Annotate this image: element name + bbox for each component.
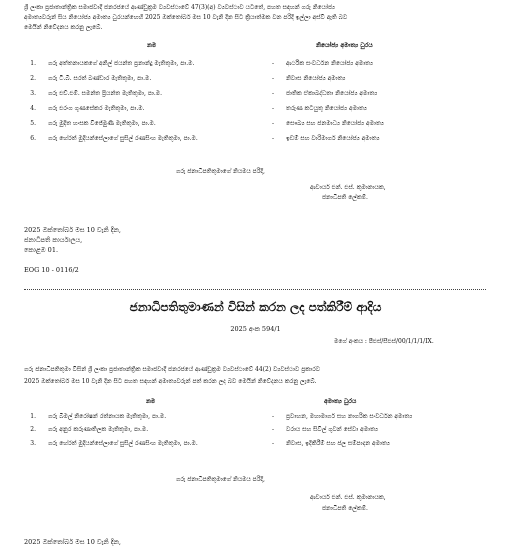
notice2-date: 2025 ඔක්තෝබර් මස 10 වැනි දින, [24,538,121,546]
notice1-command: ගරු ජනාධිපතිතුමාගේ නියමය පරිදි, [176,168,265,175]
notice1-ref: EOG 10 - 0116/2 [24,266,79,274]
notice1-intro-line1: ශ්‍රී ලංකා ප්‍රජාතාන්ත්‍රික සමාජවාදී ජනරජයේ ආණ්ඩුක්‍රම ව්‍යවස්ථාවේ 47(3)(අ) ව්‍යවස්ථාව යටතේ, පහත සඳහන් ගරු නියෝජ්‍ය [24,4,335,11]
notice2-signer-title: ජනාධිපති ලේකම්. [322,505,368,512]
notice1-signer-title: ජනාධිපති ලේකම්. [322,194,368,201]
notice2-title: ජනාධිපතිතුමාණන් විසින් කරන ලද පත්කිරීම් ආදිය [129,300,382,314]
notice2-col-name: නම [146,398,156,405]
notice2-intro-line2: 2025 ඔක්තෝබර් මස 10 වැනි දින සිට පහත සඳහන් අමාත්‍යවරුන් පත් කරන ලද බව මෙයින් නිවේදනය කරනු ලැබේ. [24,378,317,385]
notice1-office: ජනාධිපති කාර්යාලය, [24,236,83,244]
notice2-number: 2025 අංක 594/1 [230,325,281,333]
notice2-col-post: අමාත්‍ය ධුරය [324,398,357,405]
notice1-city: කොළඹ 01. [24,246,59,254]
gazette-page: ශ්‍රී ලංකා ප්‍රජාතාන්ත්‍රික සමාජවාදී ජනරජයේ ආණ්ඩුක්‍රම ව්‍යවස්ථාවේ 47(3)(අ) ව්‍යවස්ථාව යටතේ, පහත සඳහන් ගරු නියෝජ්‍ය අමාත්‍යවරුන් සිය නියෝජ්‍ය අමාත්‍ය ධුරයන්හෙහි 2025 ඔක්තෝබර් මස 10 වැනි දින සිට ක්‍රියාත්මක වන පරිදි ඉල්ලා අස්වී ඇති බව මෙයින් නිවේදනය කරනු ලැබේ. නම නියෝජ්‍ය අමාත්‍ය ධුරය 1. ගරු අත්තනායකගේ අනිල් ජයන්ත ප්‍රනාන්දු මැතිතුමා, පා.ම. - ආර්ථික සංවර්ධන නියෝජ්‍ය අමාත්‍ය 2. ගරු ටී.බී. සරත් බණ්ඩාර මැතිතුමා, පා.ම. - නිවාස නියෝජ්‍ය අමාත්‍ය 3. ගරු එච්.එම්. සමන්ත ප්‍රියන්ත මැතිතුමා, පා.ම. - ජාතික ඒකාබද්ධතා නියෝජ්‍ය අමාත්‍ය 4. ගරු එරංග ගුණසේකර මැතිතුමා, පා.ම. - තරුණ කටයුතු නියෝජ්‍ය අමාත්‍ය 5. ගරු මුදිත හංසක විජේමුණි මැතිතුමා, පා.ම. - සෞඛ්‍ය සහ ජනමාධ්‍ය නියෝජ්‍ය අමාත්‍ය 6. ගරු හේරත් මුදියන්සේලාගේ සුසිල් රණසිංහ මැතිතුමා, පා.ම. - ඉඩම් සහ වාරිමාර්ග නියෝජ්‍ය අමාත්‍ය ගරු ජනාධිපතිතුමාගේ නියමය පරිදි, ආචාර්ය එන්. එස්. කුමානායක, ජනාධිපති ලේකම්. 2025 ඔක්තෝබර් මස 10 වැනි දින, ජනාධිපති කාර්යාලය, කොළඹ 01. EOG 10 - 0116/2 ජනාධිපතිතුමාණන් විසින් කරන ලද පත්කිරීම් ආදිය 2025 අංක 594/1 මගේ අංකය : පීඑස්/සීඑස්/00/1/1/1/IX. ගරු ජනාධිපතිතුමා විසින් ශ්‍රී ලංකා ප්‍රජාතාන්ත්‍රික සමාජවාදී ජනරජයේ ආණ්ඩුක්‍රම ව්‍යවස්ථාවේ 44(2) ව්‍යවස්ථාව ප්‍රකාරව 2025 ඔක්තෝබර් මස 10 වැනි දින සිට පහත සඳහන් අමාත්‍යවරුන් පත් කරන ලද බව මෙයින් නිවේදනය කරනු ලැබේ. නම අමාත්‍ය ධුරය 1. ගරු බිමල් නිරෝෂන් රත්නායක මැතිතුමා, පා.ම. - ප්‍රවාහන, මහාමාර්ග සහ නාගරික සංවර්ධන අමාත්‍ය 2. ගරු අනුර කරුණාතිලක මැතිතුමා, පා.ම. - වරාය සහ සිවිල් ගුවන් සේවා අමාත්‍ය 3. ගරු හේරත් මුදියන්සේලාගේ සුසිල් රණසිංහ මැතිතුමා, පා.ම. - නිවාස, ඉදිකිරීම් සහ ජල සම්පාදන අමාත්‍ය ගරු ජනාධිපතිතුමාගේ නියමය පරිදි, ආචාර්ය එන්. එස්. කුමානායක, ජනාධිපති ලේකම්. 2025 ඔක්තෝබර් මස 10 වැනි දින, [0,0,511,551]
section-divider [24,289,486,290]
notice1-col-name: නම [147,42,157,49]
notice2-intro-line1: ගරු ජනාධිපතිතුමා විසින් ශ්‍රී ලංකා ප්‍රජාතාන්ත්‍රික සමාජවාදී ජනරජයේ ආණ්ඩුක්‍රම ව්‍යවස්ථාවේ 44(2) ව්‍යවස්ථාව ප්‍රකාරව [24,366,321,373]
notice2-file-ref: මගේ අංකය : පීඑස්/සීඑස්/00/1/1/1/IX. [334,338,434,345]
notice1-intro-line2: අමාත්‍යවරුන් සිය නියෝජ්‍ය අමාත්‍ය ධුරයන්හෙහි 2025 ඔක්තෝබර් මස 10 වැනි දින සිට ක්‍රියාත්මක වන පරිදි ඉල්ලා අස්වී ඇති බව [24,14,348,21]
notice1-intro-line3: මෙයින් නිවේදනය කරනු ලැබේ. [24,24,103,31]
notice1-col-post: නියෝජ්‍ය අමාත්‍ය ධුරය [316,42,373,49]
notice1-date: 2025 ඔක්තෝබර් මස 10 වැනි දින, [24,226,121,234]
notice2-command: ගරු ජනාධිපතිතුමාගේ නියමය පරිදි, [176,476,265,483]
notice2-signer-name: ආචාර්ය එන්. එස්. කුමානායක, [310,494,386,501]
notice1-signer-name: ආචාර්ය එන්. එස්. කුමානායක, [310,184,386,191]
